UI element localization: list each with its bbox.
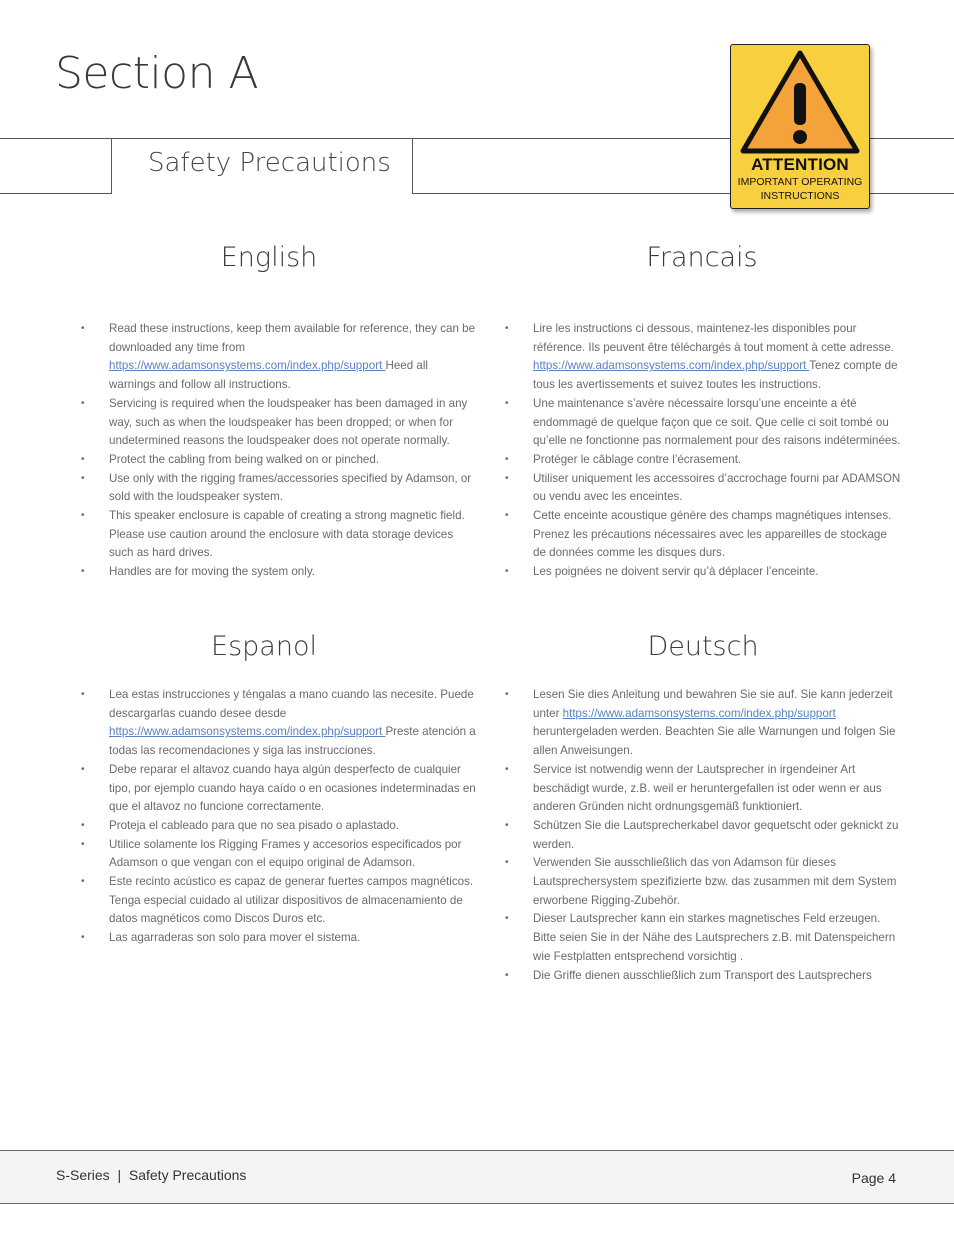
page-subtitle: Safety Precautions bbox=[148, 148, 391, 178]
list-item bbox=[109, 320, 477, 395]
tab-top-edge bbox=[111, 138, 413, 139]
item-text: heruntergeladen werden. Beachten Sie alle Warnungen und folgen Sie allen Anweisungen. bbox=[533, 725, 896, 758]
footer-title: S-Series | Safety Precautions bbox=[56, 1167, 247, 1183]
list-item: • Protéger le câblage contre l’écrasement. bbox=[533, 451, 901, 470]
tab-right-edge bbox=[412, 138, 413, 194]
attention-subtitle bbox=[733, 175, 867, 203]
footer bbox=[0, 1150, 954, 1204]
header-underline-left bbox=[0, 193, 111, 194]
item-text: Preste atención a todas las recomendaciones y siga las instrucciones. bbox=[109, 725, 476, 758]
header-rule-left bbox=[0, 138, 111, 139]
list-item: • Protect the cabling from being walked on or pinched. bbox=[109, 451, 477, 470]
support-link[interactable]: https://www.adamsonsystems.com/index.php/support bbox=[533, 359, 810, 373]
francais-list bbox=[533, 320, 901, 582]
header-underline-right bbox=[412, 193, 732, 194]
list-item: • Utilice solamente los Rigging Frames y accesorios especificados por Adamson o que vengan con el equipo original de Adamson. bbox=[109, 836, 477, 873]
item-text: Tenez compte de tous les avertissements et suivez toutes les instructions. bbox=[533, 359, 898, 392]
list-item: • Proteja el cableado para que no sea pisado o aplastado. bbox=[109, 817, 477, 836]
list-item: • Schützen Sie die Lautsprecherkabel davor gequetscht oder geknickt zu werden. bbox=[533, 817, 901, 854]
list-item: • Service ist notwendig wenn der Lautsprecher in irgendeiner Art beschädigt wurde, z.B. weil er heruntergefallen ist oder wenn er aus anderen Gründen nicht ordnungsgemäß funktioniert. bbox=[533, 761, 901, 817]
support-link[interactable]: https://www.adamsonsystems.com/index.php/support bbox=[109, 359, 386, 373]
item-text: Heed all warnings and follow all instructions. bbox=[109, 359, 428, 392]
english-list bbox=[109, 320, 477, 582]
warning-triangle-icon bbox=[739, 49, 861, 155]
page-number: Page 4 bbox=[851, 1170, 896, 1186]
header-rule-right bbox=[412, 138, 732, 139]
support-link[interactable]: https://www.adamsonsystems.com/index.php/support bbox=[562, 706, 836, 720]
list-item: • Servicing is required when the loudspeaker has been damaged in any way, such as when the loudspeaker has been dropped; or when for undetermined reasons the loudspeaker does not operate normally. bbox=[109, 395, 477, 451]
list-item: • Handles are for moving the system only. bbox=[109, 563, 477, 582]
deutsch-list bbox=[533, 686, 901, 985]
list-item: • Dieser Lautsprecher kann ein starkes magnetisches Feld erzeugen. Bitte seien Sie in der Nähe des Lautsprechers z.B. mit Datenspeichern wie Festplatten entsprechend vorsichtig . bbox=[533, 910, 901, 966]
item-text: Read these instructions, keep them available for reference, they can be downloaded any time from bbox=[109, 322, 476, 354]
attention-line-2: INSTRUCTIONS bbox=[760, 190, 840, 202]
header-rule-far-right bbox=[870, 138, 954, 139]
attention-title: ATTENTION bbox=[751, 155, 849, 174]
tab-left-edge bbox=[111, 138, 112, 194]
attention-sign bbox=[730, 44, 870, 209]
list-item: • Cette enceinte acoustique génère des champs magnétiques intenses. Prenez les précautions nécessaires avec les appareilles de stockage de données comme les disques durs. bbox=[533, 507, 901, 563]
item-text: Lea estas instrucciones y téngalas a mano cuando las necesite. Puede descargarlas cuando desee desde bbox=[109, 688, 474, 720]
item-text: Lesen Sie dies Anleitung und bewahren Sie sie auf. Sie kann jederzeit unter bbox=[533, 688, 893, 720]
espanol-list bbox=[109, 686, 477, 948]
heading-francais: Francais bbox=[646, 242, 758, 273]
attention-line-1: IMPORTANT OPERATING bbox=[737, 176, 863, 188]
list-item bbox=[533, 686, 901, 761]
header-underline-far-right bbox=[870, 193, 954, 194]
list-item: • Une maintenance s’avère nécessaire lorsqu’une enceinte a été endommagé de quelque façon que ce soit. Que celle ci soit tombé ou qu’elle ne fonctionne pas normalement pour des raisons indéterminées. bbox=[533, 395, 901, 451]
heading-espanol: Espanol bbox=[211, 631, 317, 662]
item-text: Lire les instructions ci dessous, maintenez-les disponibles pour référence. Ils peuvent être téléchargés à tout moment à cette adresse. bbox=[533, 322, 894, 354]
heading-deutsch: Deutsch bbox=[647, 631, 759, 662]
list-item: • This speaker enclosure is capable of creating a strong magnetic field. Please use caution around the enclosure with data storage devices such as hard drives. bbox=[109, 507, 477, 563]
section-title: Section A bbox=[55, 48, 259, 99]
list-item: • Este recinto acústico es capaz de generar fuertes campos magnéticos. Tenga especial cuidado al utilizar dispositivos de almacenamiento de datos magnéticos como Discos Duros etc. bbox=[109, 873, 477, 929]
list-item: • Die Griffe dienen ausschließlich zum Transport des Lautsprechers bbox=[533, 967, 901, 986]
list-item bbox=[533, 320, 901, 395]
support-link[interactable]: https://www.adamsonsystems.com/index.php/support bbox=[109, 725, 386, 739]
list-item: • Use only with the rigging frames/accessories specified by Adamson, or sold with the loudspeaker system. bbox=[109, 470, 477, 507]
list-item bbox=[109, 686, 477, 761]
heading-english: English bbox=[220, 242, 318, 273]
list-item: • Les poignées ne doivent servir qu’à déplacer l’enceinte. bbox=[533, 563, 901, 582]
list-item: • Verwenden Sie ausschließlich das von Adamson für dieses Lautsprechersystem spezifizierte bzw. das zusammen mit dem System erworbene Rigging-Zubehör. bbox=[533, 854, 901, 910]
list-item: • Utiliser uniquement les accessoires d’accrochage fourni par ADAMSON ou vendu avec les enceintes. bbox=[533, 470, 901, 507]
list-item: • Las agarraderas son solo para mover el sistema. bbox=[109, 929, 477, 948]
list-item: • Debe reparar el altavoz cuando haya algún desperfecto de cualquier tipo, por ejemplo cuando haya caído o en ocasiones indeterminadas en que el altavoz no funcione correctamente. bbox=[109, 761, 477, 817]
